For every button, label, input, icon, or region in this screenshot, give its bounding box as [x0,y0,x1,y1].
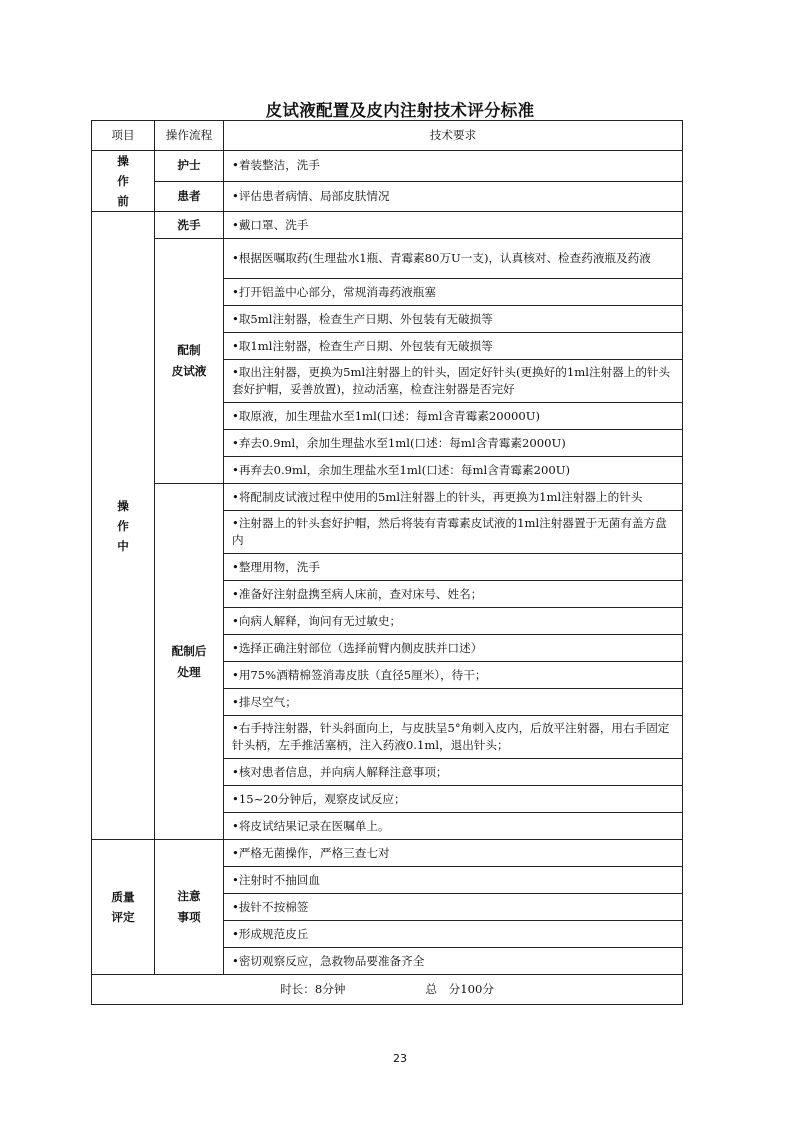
requirement-cell: •严格无菌操作，严格三查七对 [224,840,683,867]
quality-label: 质量 评定 [92,840,155,975]
table-row [92,484,683,511]
requirement-cell: •弃去0.9ml，余加生理盐水至1ml(口述：每ml含青霉素2000U) [224,430,683,457]
pre-op-label: 操 作 前 [92,151,155,212]
total-score-text: 总 分100分 [425,982,494,996]
table-row [92,212,683,239]
step-prepare: 配制 皮试液 [155,239,224,484]
requirement-cell: •选择正确注射部位（选择前臂内侧皮肤并口述） [224,635,683,662]
requirement-cell: •密切观察反应，急救物品要准备齐全 [224,948,683,975]
requirement-cell: •取5ml注射器，检查生产日期、外包装有无破损等 [224,306,683,333]
requirement-cell: •再弃去0.9ml，余加生理盐水至1ml(口述：每ml含青霉素200U) [224,457,683,484]
requirement-cell: •将配制皮试液过程中使用的5ml注射器上的针头，再更换为1ml注射器上的针头 [224,484,683,511]
step-0: 护士 [155,151,224,182]
table-row [92,239,683,279]
requirement-cell: •注射器上的针头套好护帽，然后将装有青霉素皮试液的1ml注射器置于无菌有盖方盘内 [224,511,683,554]
requirement-cell: •将皮试结果记录在医嘱单上。 [224,813,683,840]
requirement-cell: •向病人解释，询问有无过敏史； [224,608,683,635]
duration-text: 时长：8分钟 [280,982,346,996]
requirement-cell: •整理用物，洗手 [224,554,683,581]
page-title: 皮试液配置及皮内注射技术评分标准 [265,101,535,120]
table-body [92,151,683,1005]
requirement-cell: •取1ml注射器，检查生产日期、外包装有无破损等 [224,333,683,360]
requirement-cell: •取原液，加生理盐水至1ml(口述：每ml含青霉素20000U) [224,403,683,430]
requirement-cell: •打开铝盖中心部分，常规消毒药液瓶塞 [224,279,683,306]
header-project: 项目 [92,121,155,151]
requirement-cell: •拔针不按棉签 [224,894,683,921]
requirement-cell: •核对患者信息，并向病人解释注意事项； [224,759,683,786]
requirement-cell: •准备好注射盘携至病人床前，查对床号、姓名； [224,581,683,608]
table-row [92,151,683,182]
header-requirements: 技术要求 [224,121,683,151]
step-post: 配制后 处理 [155,484,224,840]
requirement-cell: •右手持注射器，针头斜面向上，与皮肤呈5°角刺入皮内，后放平注射器，用右手固定针头柄，左手推活塞柄，注入药液0.1ml，退出针头； [224,716,683,759]
step-1: 患者 [155,181,224,212]
requirement-cell: •注射时不抽回血 [224,867,683,894]
requirement-cell: •15~20分钟后，观察皮试反应； [224,786,683,813]
table-header-row [92,121,683,151]
header-procedure: 操作流程 [155,121,224,151]
step-wash: 洗手 [155,212,224,239]
requirement-cell: •排尽空气； [224,689,683,716]
requirement-cell: •形成规范皮丘 [224,921,683,948]
in-op-label: 操 作 中 [92,212,155,840]
footer-row [92,975,683,1005]
requirement-cell: •根据医嘱取药(生理盐水1瓶、青霉素80万U一支)，认真核对、检查药液瓶及药液 [224,239,683,279]
step-notes: 注意 事项 [155,840,224,975]
scoring-table [91,120,683,1005]
requirement-cell: •戴口罩、洗手 [224,212,683,239]
table-row [92,840,683,867]
table-row [92,181,683,212]
requirement-cell: •用75%酒精棉签消毒皮肤（直径5厘米），待干； [224,662,683,689]
requirement-cell: •取出注射器，更换为5ml注射器上的针头，固定好针头(更换好的1ml注射器上的针头套好护帽，妥善放置)，拉动活塞，检查注射器是否完好 [224,360,683,403]
page-number: 23 [393,1052,407,1065]
footer-cell [92,975,683,1005]
requirement-cell: •着装整洁，洗手 [224,151,683,182]
requirement-cell: •评估患者病情、局部皮肤情况 [224,181,683,212]
